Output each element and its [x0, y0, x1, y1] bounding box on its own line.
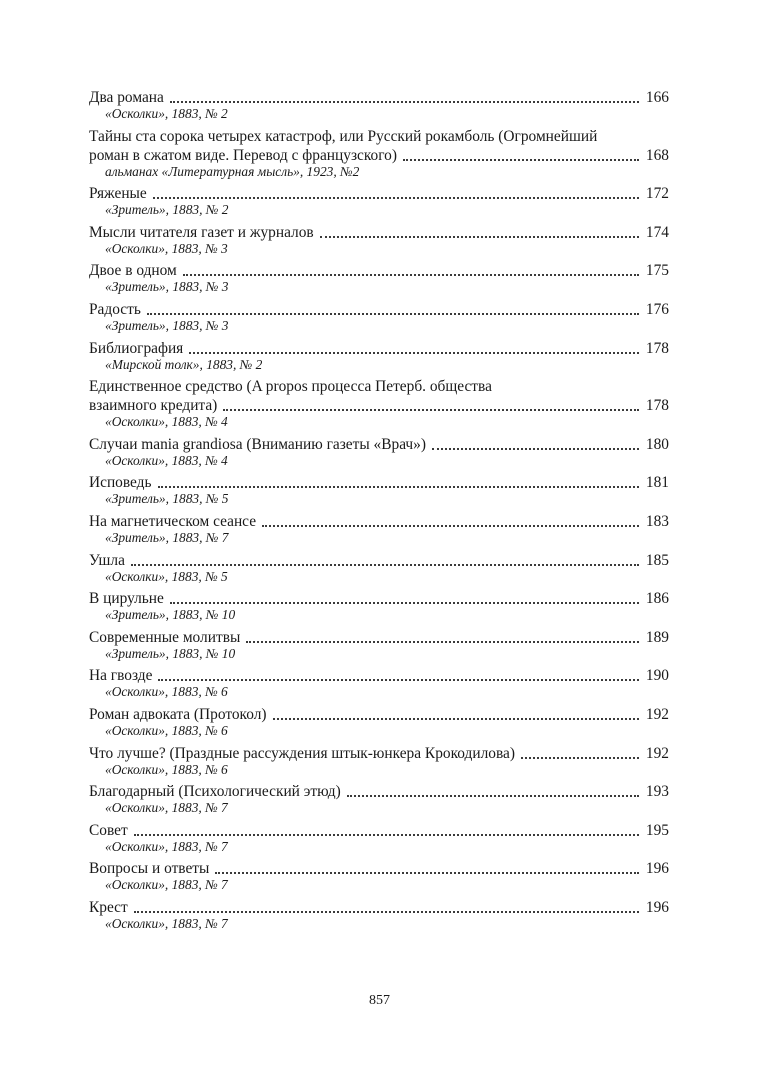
page-number: 192 [645, 705, 669, 723]
toc-entry [89, 512, 669, 546]
page-number: 175 [645, 262, 669, 280]
entry-title: Исповедь [89, 474, 152, 492]
toc-entry [89, 300, 669, 334]
entry-title: Двое в одном [89, 262, 177, 280]
page-number: 183 [645, 512, 669, 530]
entry-source: «Осколки», 1883, № 2 [105, 106, 228, 121]
dot-leader [262, 524, 639, 527]
toc-entry [89, 261, 669, 295]
dot-leader [347, 794, 639, 797]
page-number: 185 [645, 551, 669, 569]
toc-entry [89, 821, 669, 855]
toc-entry [89, 127, 669, 180]
entry-title: Вопросы и ответы [89, 860, 210, 878]
toc-entry [89, 744, 669, 778]
entry-source: «Зритель», 1883, № 5 [105, 491, 229, 507]
page-number: 196 [645, 898, 669, 916]
dot-leader [158, 678, 639, 681]
entry-title: Мысли читателя газет и журналов [89, 223, 314, 241]
entry-source: «Зритель», 1883, № 10 [105, 645, 236, 661]
page-number: 186 [645, 590, 669, 608]
entry-title: На магнетическом сеансе [89, 512, 257, 530]
entry-title: Роман адвоката (Протокол) [89, 705, 267, 723]
entry-source: «Зритель», 1883, № 10 [105, 607, 236, 623]
dot-leader [131, 563, 639, 566]
page-folio: 857 [369, 993, 390, 1008]
toc-entry [89, 435, 669, 469]
page-number: 195 [645, 821, 669, 839]
dot-leader [521, 756, 639, 759]
dot-leader [432, 447, 639, 450]
table-of-contents [89, 88, 669, 936]
entry-title: Благодарный (Психологический этюд) [89, 783, 341, 801]
toc-entry [89, 551, 669, 585]
page-number: 190 [645, 667, 669, 685]
page-number: 193 [645, 783, 669, 801]
page-number: 196 [645, 860, 669, 878]
entry-title-line-1: Единственное средство (A propos процесса Петерб. общества [89, 378, 492, 396]
dot-leader [246, 640, 639, 643]
entry-source: «Осколки», 1883, № 7 [105, 915, 228, 931]
dot-leader [215, 871, 639, 874]
page-number: 168 [645, 146, 669, 164]
page-number: 180 [645, 435, 669, 453]
entry-title: Ряженые [89, 185, 147, 203]
toc-entry [89, 88, 669, 122]
entry-source: «Мирской толк», 1883, № 2 [105, 356, 263, 372]
entry-source: «Осколки», 1883, № 3 [105, 240, 228, 256]
entry-source: «Осколки», 1883, № 7 [105, 800, 228, 816]
page-number: 189 [645, 628, 669, 646]
page-number: 181 [645, 474, 669, 492]
entry-title: В цирульне [89, 590, 164, 608]
toc-entry [89, 628, 669, 662]
entry-source: «Зритель», 1883, № 3 [105, 279, 229, 295]
entry-title: Крест [89, 898, 128, 916]
entry-title: Радость [89, 300, 141, 318]
page-number: 172 [645, 185, 669, 203]
entry-title: роман в сжатом виде. Перевод с французского) [89, 146, 397, 164]
entry-title: Ушла [89, 551, 125, 569]
entry-title: Библиография [89, 339, 184, 357]
toc-entry [89, 782, 669, 816]
page-number: 176 [645, 300, 669, 318]
entry-source: «Зритель», 1883, № 7 [105, 529, 229, 545]
toc-entry [89, 339, 669, 373]
entry-title: На гвозде [89, 667, 153, 685]
dot-leader [320, 235, 639, 238]
toc-entry [89, 223, 669, 257]
toc-entry [89, 184, 669, 218]
entry-title: Случаи mania grandiosa (Вниманию газеты «Врач») [89, 435, 426, 453]
entry-title: Современные молитвы [89, 628, 241, 646]
dot-leader [170, 601, 639, 604]
entry-source: «Осколки», 1883, № 7 [105, 838, 228, 854]
dot-leader [153, 196, 639, 199]
entry-source: «Осколки», 1883, № 4 [105, 452, 228, 468]
dot-leader [170, 100, 639, 103]
toc-entry [89, 859, 669, 893]
page-number: 174 [645, 223, 669, 241]
entry-title: Что лучше? (Праздные рассуждения штык-юнкера Крокодилова) [89, 744, 515, 762]
toc-entry [89, 473, 669, 507]
entry-title: Совет [89, 821, 128, 839]
page-number: 178 [645, 397, 669, 415]
dot-leader [134, 910, 639, 913]
entry-source: «Зритель», 1883, № 2 [105, 202, 229, 218]
entry-source: «Осколки», 1883, № 6 [105, 684, 228, 700]
page-number: 192 [645, 744, 669, 762]
entry-title-line-1: Тайны ста сорока четырех катастроф, или Русский рокамболь (Огромнейший [89, 127, 598, 145]
dot-leader [134, 833, 639, 836]
toc-entry [89, 705, 669, 739]
entry-title: взаимного кредита) [89, 397, 218, 415]
entry-source: «Осколки», 1883, № 6 [105, 761, 228, 777]
dot-leader [189, 351, 639, 354]
dot-leader [223, 408, 639, 411]
page-number: 166 [645, 89, 669, 106]
entry-source: «Осколки», 1883, № 7 [105, 877, 228, 893]
entry-source: альманах «Литературная мысль», 1923, №2 [105, 163, 360, 179]
entry-source: «Осколки», 1883, № 5 [105, 568, 228, 584]
toc-entry [89, 589, 669, 623]
toc-entry [89, 666, 669, 700]
dot-leader [158, 485, 639, 488]
entry-title: Два романа [89, 89, 164, 106]
dot-leader [403, 158, 639, 161]
page-number: 178 [645, 339, 669, 357]
entry-source: «Осколки», 1883, № 6 [105, 722, 228, 738]
dot-leader [183, 273, 639, 276]
toc-entry [89, 898, 669, 932]
dot-leader [147, 312, 639, 315]
dot-leader [273, 717, 639, 720]
toc-entry [89, 377, 669, 430]
entry-source: «Осколки», 1883, № 4 [105, 414, 228, 430]
entry-source: «Зритель», 1883, № 3 [105, 317, 229, 333]
